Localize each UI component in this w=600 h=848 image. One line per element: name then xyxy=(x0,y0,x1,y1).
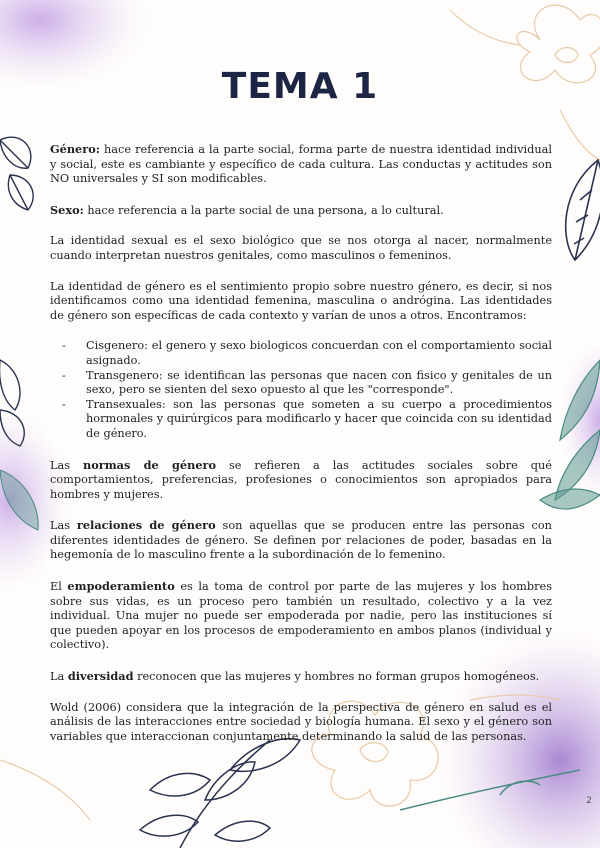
paragraph-identidad-genero: La identidad de género es el sentimiento propio sobre nuestro género, es decir, si nos identificamos como una identidad femenina, masculina o andrógina. Las identidades de género son específicas de cada contexto y varían de unos a otros. Encontramos: xyxy=(50,279,552,322)
term-relaciones: relaciones de género xyxy=(76,518,216,533)
paragraph-identidad-sexual: La identidad sexual es el sexo biológico que se nos otorga al nacer, normalmente cuando interpretan nuestros genitales, como masculinos o femeninos. xyxy=(50,234,552,262)
list-item: - Cisgenero: el genero y sexo biologicos concuerdan con el comportamiento social asignado. xyxy=(86,339,552,368)
term-sexo: Sexo: xyxy=(50,202,84,217)
paragraph-diversidad: La diversidad reconocen que las mujeres y hombres no forman grupos homogéneos. xyxy=(50,669,540,684)
term-normas: normas de género xyxy=(83,457,217,472)
paragraph-sexo: Sexo: hace referencia a la parte social de una persona, a lo cultural. xyxy=(50,202,444,217)
list-item: - Transgenero: se identifican las personas que nacen con fisico y genitales de un sexo, pero se sienten del sexo opuesto al que les "corresponde". xyxy=(86,369,552,398)
term-empoderamiento: empoderamiento xyxy=(67,579,175,594)
body-text xyxy=(50,142,552,760)
paragraph-genero: Género: hace referencia a la parte social, forma parte de nuestra identidad individual y social, este es cambiante y específico de cada cultura. Las conductas y actitudes son NO universales y SI son modificables. xyxy=(50,142,552,186)
page-title: TEMA 1 xyxy=(221,66,379,107)
paragraph-normas: Las normas de género se refieren a las actitudes sociales sobre qué comportamientos, preferencias, profesiones o conocimientos son apropiados para hombres y mujeres. xyxy=(50,457,552,501)
identity-list xyxy=(50,339,552,441)
paragraph-relaciones: Las relaciones de género son aquellas que se producen entre las personas con diferentes identidades de género. Se definen por relaciones de poder, basadas en la hegemonía de lo masculino frente a la subordinación de lo femenino. xyxy=(50,518,552,562)
list-item: - Transexuales: son las personas que someten a su cuerpo a procedimientos hormonales y quirúrgicos para modificarlo y hacer que coincida con su identidad de género. xyxy=(86,398,552,442)
paragraph-wold: Wold (2006) considera que la integración de la perspectiva de género en salud es el análisis de las interacciones entre sociedad y biología humana. El sexo y el género son variables que interaccionan conjuntamente determinando la salud de las personas. xyxy=(50,700,552,743)
paragraph-empoderamiento: El empoderamiento es la toma de control por parte de las mujeres y los hombres sobre sus vidas, es un proceso pero también un resultado, colectivo y a la vez individual. Una mujer no puede ser empoderada por nadie, pero las instituciones sí que pueden apoyar en los procesos de empoderamiento en ambos planos (individual y colectivo). xyxy=(50,579,552,652)
term-diversidad: diversidad xyxy=(67,669,134,684)
page-number: 2 xyxy=(586,796,592,806)
term-genero: Género: xyxy=(50,142,100,156)
